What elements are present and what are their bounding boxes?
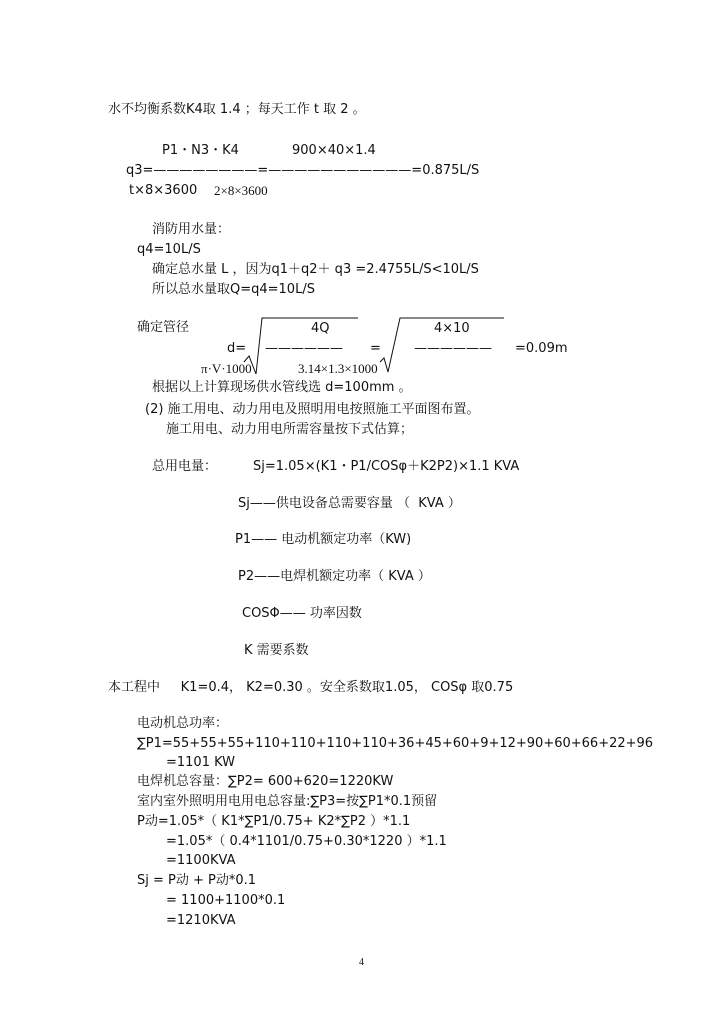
p-dynamic-formula: P动=1.05*（ K1*∑P1/0.75+ K2*∑P2 ）*1.1 xyxy=(137,814,411,829)
pipe-choose-line: 根据以上计算现场供水管线选 d=100mm 。 xyxy=(152,380,412,395)
power-estimate-line: 施工用电、动力用电所需容量按下式估算； xyxy=(166,422,414,437)
motor-power-result: =1101 KW xyxy=(166,755,236,770)
definition-sj: Sj——供电设备总需要容量 （ KVA ） xyxy=(238,496,461,511)
pipe-diameter-title: 确定管径 xyxy=(137,320,190,335)
total-power-formula: Sj=1.05×(K1・P1/COSφ＋K2P2)×1.1 KVA xyxy=(253,459,520,474)
pipe-denominator-2: 3.14×1.3×1000 xyxy=(298,361,378,376)
definition-p1: P1—— 电动机额定功率（KW) xyxy=(235,532,412,547)
water-coefficient-line: 水不均衡系数K4取 1.4 ；每天工作 t 取 2 。 xyxy=(108,102,366,117)
definition-cos: COSΦ—— 功率因数 xyxy=(242,606,362,621)
pipe-fraction-bar-1: —————— xyxy=(265,341,343,356)
sj-substitution: = 1100+1100*0.1 xyxy=(166,893,286,908)
total-water-check: 确定总水量 L ，因为q1＋q2＋ q3 =2.4755L/S<10L/S xyxy=(152,262,479,277)
lighting-capacity-line: 室内室外照明用电用电总容量:∑P3=按∑P1*0.1预留 xyxy=(137,794,438,809)
definition-k: K 需要系数 xyxy=(244,643,309,658)
pipe-fraction-bar-2: —————— xyxy=(414,341,492,356)
fire-water-title: 消防用水量： xyxy=(152,222,231,237)
q3-numerator-right: 900×40×1.4 xyxy=(292,143,376,158)
pipe-numerator-2: 4×10 xyxy=(434,321,470,336)
p-dynamic-result: =1100KVA xyxy=(166,853,236,868)
project-values-line: 本工程中 K1=0.4， K2=0.30 。安全系数取1.05， COSφ 取0.75 xyxy=(108,680,514,695)
q4-value: q4=10L/S xyxy=(137,242,201,257)
p-dynamic-substitution: =1.05*（ 0.4*1101/0.75+0.30*1220 ）*1.1 xyxy=(166,834,447,849)
pipe-denominator-1: π·V·1000 xyxy=(201,361,252,376)
motor-power-sum: ∑P1=55+55+55+110+110+110+110+36+45+60+9+12+90+60+66+22+96 xyxy=(137,736,654,751)
welder-capacity-line: 电焊机总容量：∑P2= 600+620=1220KW xyxy=(137,774,394,789)
motor-power-title: 电动机总功率： xyxy=(137,716,229,731)
total-water-take: 所以总水量取Q=q4=10L/S xyxy=(152,282,315,297)
total-power-label: 总用电量： xyxy=(152,459,218,474)
page-number: 4 xyxy=(359,957,364,968)
pipe-d-label: d= xyxy=(227,341,247,356)
q3-numerator-left: P1・N3・K4 xyxy=(162,143,239,158)
sj-result: =1210KVA xyxy=(166,913,236,928)
q3-denominator-left: t×8×3600 xyxy=(129,183,198,198)
pipe-equals: = xyxy=(370,341,381,356)
power-layout-line: (2) 施工用电、动力用电及照明用电按照施工平面图布置。 xyxy=(145,402,480,417)
sj-formula: Sj = P动 + P动*0.1 xyxy=(137,873,257,888)
q3-denominator-right: 2×8×3600 xyxy=(214,183,268,198)
pipe-numerator-1: 4Q xyxy=(311,321,330,336)
pipe-result: =0.09m xyxy=(515,341,568,356)
q3-formula-line: q3=————————=———————————=0.875L/S xyxy=(126,163,480,178)
definition-p2: P2——电焊机额定功率（ KVA ） xyxy=(238,569,431,584)
